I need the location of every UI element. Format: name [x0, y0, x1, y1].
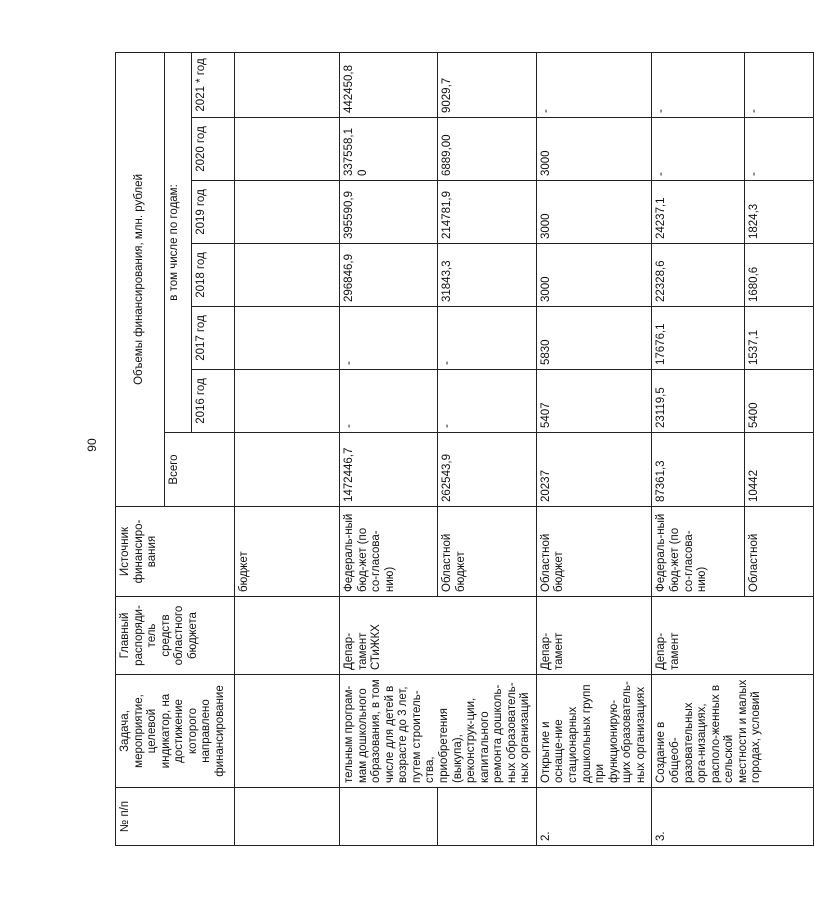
- header-task: Задача, мероприятие, целевой индикатор, на достижение которого направлено финансирование: [116, 675, 235, 788]
- header-num: № п/п: [116, 788, 235, 846]
- row-value: [235, 181, 340, 244]
- row-source: Областной бюджет: [536, 507, 652, 597]
- header-year: 2016 год: [192, 370, 235, 433]
- header-year: 2017 год: [192, 307, 235, 370]
- row-value: 296846,9: [340, 244, 438, 307]
- row-num: [340, 788, 438, 846]
- row-value: 337558,10: [340, 118, 438, 181]
- row-value: [235, 118, 340, 181]
- table-row: [340, 52, 438, 845]
- row-source: бюджет: [235, 507, 340, 597]
- row-value: -: [652, 118, 745, 181]
- header-year: 2021 * год: [192, 52, 235, 117]
- row-task: [235, 675, 340, 788]
- row-value: -: [536, 52, 652, 117]
- row-value: 6889,00: [438, 118, 536, 181]
- page-number: 90: [85, 438, 99, 452]
- row-value: 3000: [536, 181, 652, 244]
- row-value: -: [438, 307, 536, 370]
- row-value: -: [652, 52, 745, 117]
- row-total: 262543,9: [438, 433, 536, 507]
- row-manager: Депар-тамент СТиЖКХ: [340, 597, 537, 675]
- row-num: [438, 788, 536, 846]
- row-source: Федераль-ный бюд-жет (по со-гласова-нию): [652, 507, 745, 597]
- row-value: [235, 52, 340, 117]
- row-value: 22328,6: [652, 244, 745, 307]
- row-task: тельным програм-мам дошкольного образования, в том числе для детей в возрасте до 3 лет, путем строитель-ства, приобретения (выкупа), реконструк-ции, капитального ремонта дошколь-ных образователь-ных организаций: [340, 675, 537, 788]
- header-manager: Главный распоряди-тель средств областного бюджета: [116, 597, 235, 675]
- row-total: 20237: [536, 433, 652, 507]
- financing-table: [115, 52, 814, 846]
- row-value: 395590,9: [340, 181, 438, 244]
- row-value: 31843,3: [438, 244, 536, 307]
- row-value: -: [745, 52, 814, 117]
- row-total: [235, 433, 340, 507]
- row-num: 3.: [652, 788, 814, 846]
- row-value: 3000: [536, 244, 652, 307]
- row-value: 1537,1: [745, 307, 814, 370]
- row-value: 5830: [536, 307, 652, 370]
- row-value: 9029,7: [438, 52, 536, 117]
- header-year: 2019 год: [192, 181, 235, 244]
- row-source: Федераль-ный бюд-жет (по со-гласова-нию): [340, 507, 438, 597]
- header-source: Источник финансиро-вания: [116, 507, 235, 597]
- header-total: Всего: [165, 433, 235, 507]
- row-total: 87361,3: [652, 433, 745, 507]
- row-total: 1472446,7: [340, 433, 438, 507]
- rotated-page-content: [115, 53, 763, 846]
- header-by-years: в том числе по годам:: [165, 52, 192, 432]
- row-value: -: [745, 118, 814, 181]
- row-value: 17676,1: [652, 307, 745, 370]
- table-row: [652, 52, 745, 845]
- row-manager: Депар-тамент: [652, 597, 814, 675]
- row-value: 1824,3: [745, 181, 814, 244]
- row-value: 1680,6: [745, 244, 814, 307]
- header-row: [116, 52, 165, 845]
- row-value: 214781,9: [438, 181, 536, 244]
- row-value: [235, 370, 340, 433]
- row-value: 442450,8: [340, 52, 438, 117]
- row-value: 3000: [536, 118, 652, 181]
- row-value: [235, 244, 340, 307]
- header-volumes: Объемы финансирования, млн. рублей: [116, 52, 165, 506]
- row-num: [235, 788, 340, 846]
- header-year: 2020 год: [192, 118, 235, 181]
- row-value: 5400: [745, 370, 814, 433]
- row-source: Областной бюджет: [438, 507, 536, 597]
- row-value: 5407: [536, 370, 652, 433]
- row-manager: Депар-тамент: [536, 597, 652, 675]
- row-total: 10442: [745, 433, 814, 507]
- row-task: Открытие и оснаще-ние стационарных дошкольных групп при функционирую-щих образователь-ных организациях: [536, 675, 652, 788]
- header-year: 2018 год: [192, 244, 235, 307]
- row-source: Областной: [745, 507, 814, 597]
- table-row: [235, 52, 340, 845]
- row-value: 23119,5: [652, 370, 745, 433]
- row-value: 24237,1: [652, 181, 745, 244]
- row-manager: [235, 597, 340, 675]
- table-row: [536, 52, 652, 845]
- row-value: [235, 307, 340, 370]
- row-num: 2.: [536, 788, 652, 846]
- row-value: -: [438, 370, 536, 433]
- row-value: -: [340, 307, 438, 370]
- row-value: -: [340, 370, 438, 433]
- row-task: Создание в общеоб-разовательных орга-низациях, располо-женных в сельской местности и малых городах, условий: [652, 675, 814, 788]
